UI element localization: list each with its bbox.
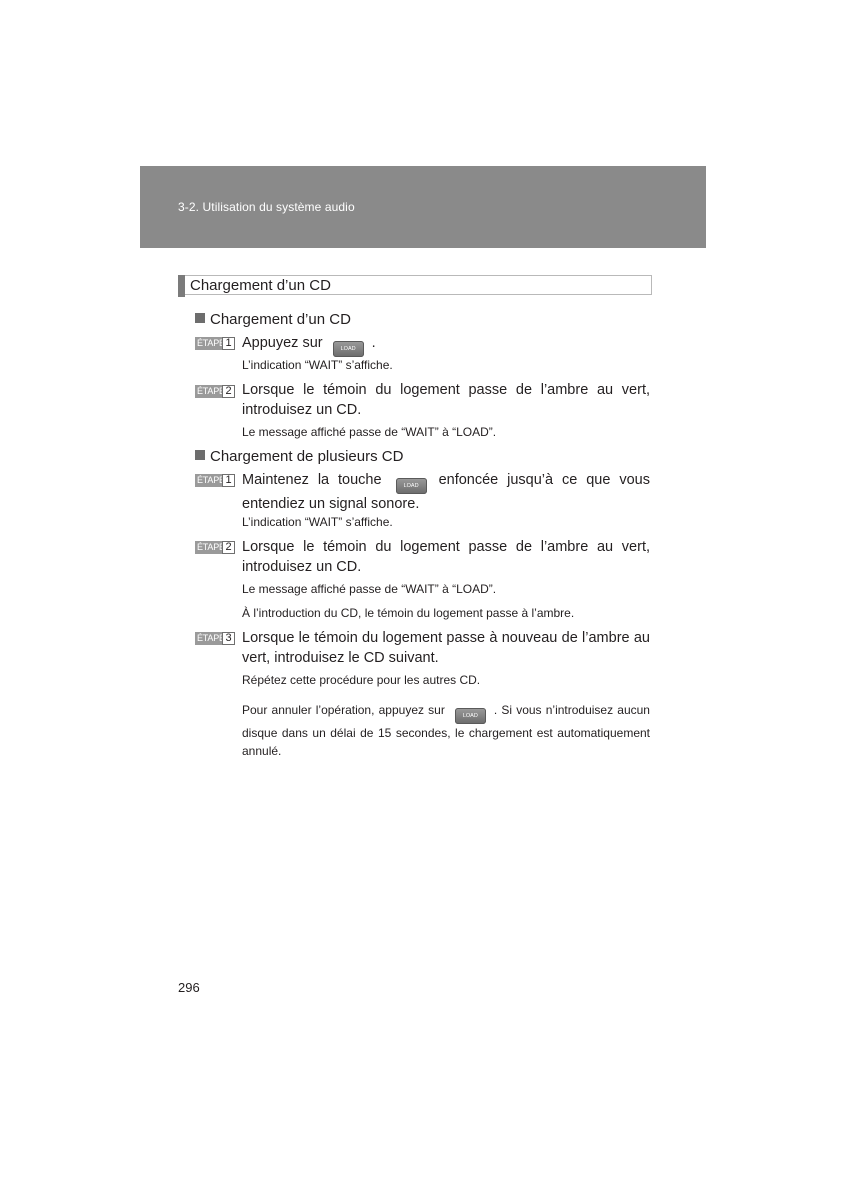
step-tag-single-2: ÉTAPE 2 [195,385,235,398]
subheading-multi-cd: Chargement de plusieurs CD [195,448,403,465]
note-multi-2a: Le message affiché passe de “WAIT” à “LOAD”. [242,582,497,596]
load-button-icon: LOAD [333,341,364,357]
load-button-icon: LOAD [455,708,486,724]
step-text-multi-3: Lorsque le témoin du logement passe à nouveau de l’ambre au vert, introduisez le CD suivant. [242,630,650,666]
load-button-icon: LOAD [396,478,427,494]
subheading-single-cd: Chargement d’un CD [195,311,351,328]
note-multi-3: Répétez cette procédure pour les autres CD. [242,673,481,687]
step-tag-single-1: ÉTAPE 1 [195,337,235,350]
chapter-header [140,166,706,248]
step-text-multi-2: Lorsque le témoin du logement passe de l’ambre au vert, introduisez un CD. [242,539,650,575]
step-text-multi-1: Maintenez la touche LOAD enfoncée jusqu’à ce que vous entendiez un signal sonore. [242,472,650,512]
square-bullet-icon [195,450,205,460]
section-title: Chargement d’un CD [190,277,331,294]
note-single-1: L’indication “WAIT” s’affiche. [242,358,393,372]
step-text-single-2: Lorsque le témoin du logement passe de l’ambre au vert, introduisez un CD. [242,382,650,418]
step-text-single-1: Appuyez sur LOAD . [242,333,650,357]
cancel-note: Pour annuler l’opération, appuyez sur LOAD . Si vous n’introduisez aucun disque dans un délai de 15 secondes, le chargement est automatiquement annulé. [242,703,650,758]
note-multi-2b: À l’introduction du CD, le témoin du logement passe à l’ambre. [242,606,575,620]
section-title-bar [178,275,185,297]
note-single-2: Le message affiché passe de “WAIT” à “LOAD”. [242,425,497,439]
note-multi-1: L’indication “WAIT” s’affiche. [242,515,393,529]
step-tag-multi-1: ÉTAPE 1 [195,474,235,487]
chapter-title: 3-2. Utilisation du système audio [178,200,355,214]
section-title-box [178,275,652,295]
step-tag-multi-3: ÉTAPE 3 [195,632,235,645]
square-bullet-icon [195,313,205,323]
step-tag-multi-2: ÉTAPE 2 [195,541,235,554]
page-number: 296 [178,980,200,995]
